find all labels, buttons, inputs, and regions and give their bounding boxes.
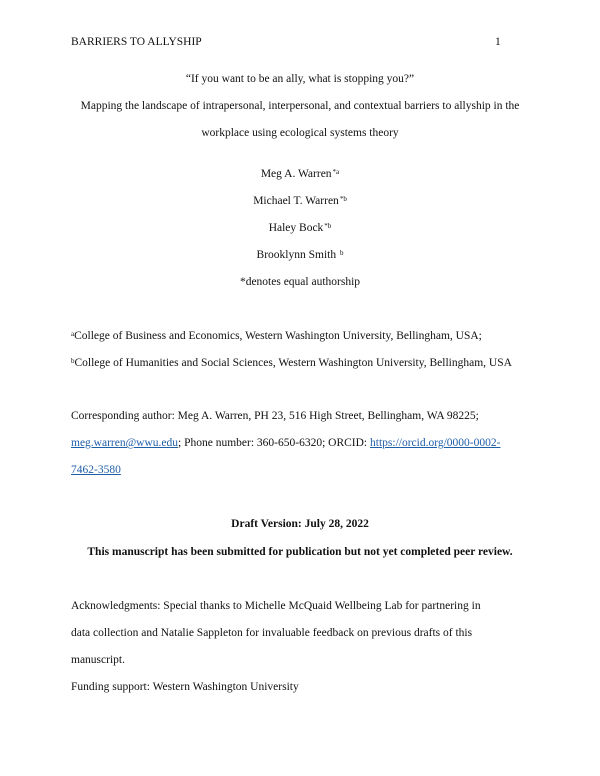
author-4 [0,248,600,262]
funding-support: Funding support: Western Washington University [71,681,299,693]
corresponding-author-line: Corresponding author: Meg A. Warren, PH 23, 516 High Street, Bellingham, WA 98225; [71,410,479,422]
author-mark: *a [332,168,340,176]
draft-version: Draft Version: July 28, 2022 [231,518,369,530]
orcid-link-continued[interactable]: 7462-3580 [71,464,121,476]
author-name: Meg A. Warren [260,168,332,180]
title-quote: “If you want to be an ally, what is stopping you?” [185,73,415,85]
author-name: Haley Bock [268,222,324,234]
page-number: 1 [495,36,501,48]
orcid-continuation [71,463,121,477]
affiliation-text: College of Business and Economics, Western Washington University, Bellingham, USA; [74,330,482,342]
acknowledgments-line-1: Acknowledgments: Special thanks to Michelle McQuaid Wellbeing Lab for partnering in [71,600,481,612]
affiliation-b [71,356,512,370]
contact-line [71,436,500,450]
equal-authorship-note: *denotes equal authorship [239,276,361,288]
author-2 [0,194,600,208]
author-3 [0,221,600,235]
author-mark: b [339,249,344,257]
affiliation-a [71,329,482,343]
author-mark: *b [339,195,347,203]
title-line-2: workplace using ecological systems theory [201,127,399,139]
title-line-1: Mapping the landscape of intrapersonal, interpersonal, and contextual barriers to allyship in the [80,100,520,112]
affiliation-mark: a [71,330,75,338]
review-notice: This manuscript has been submitted for publication but not yet completed peer review. [87,546,513,558]
running-head: BARRIERS TO ALLYSHIP [71,36,202,48]
contact-details: ; Phone number: 360-650-6320; ORCID: [178,437,371,449]
acknowledgments-line-2: data collection and Natalie Sappleton for invaluable feedback on previous drafts of this [71,627,473,639]
author-name: Brooklynn Smith [256,249,339,261]
affiliation-text: College of Humanities and Social Sciences, Western Washington University, Bellingham, USA [74,357,512,369]
affiliation-mark: b [71,357,75,365]
author-name: Michael T. Warren [253,195,339,207]
author-1 [0,167,600,181]
acknowledgments-line-3: manuscript. [71,654,125,666]
email-link[interactable]: meg.warren@wwu.edu [71,437,179,449]
author-mark: *b [324,222,332,230]
orcid-link[interactable]: https://orcid.org/0000-0002- [370,437,501,449]
